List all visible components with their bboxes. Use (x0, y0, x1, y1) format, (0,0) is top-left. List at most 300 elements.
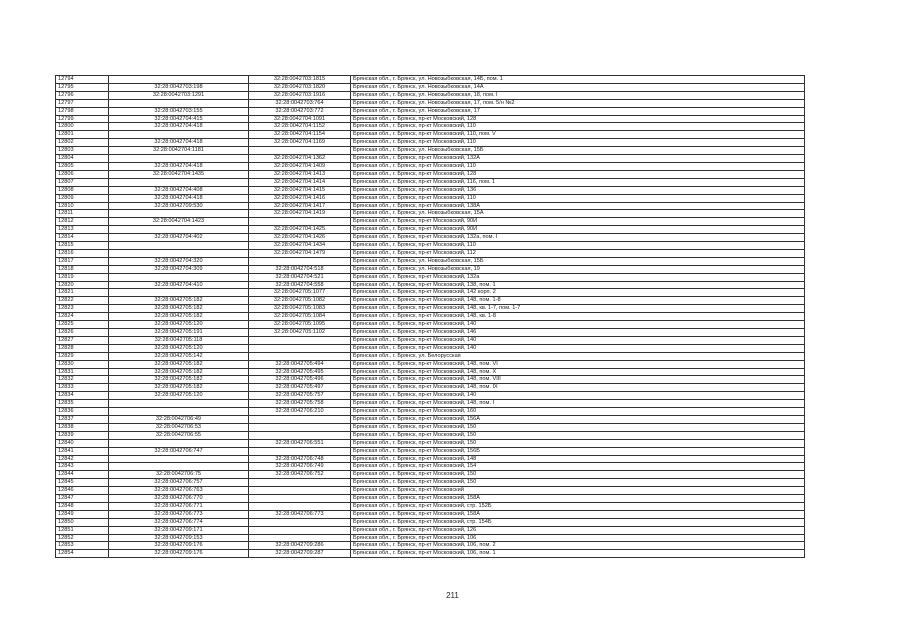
table-row (56, 471, 805, 479)
cell-address: Брянская обл., г. Брянск, пр-кт Московский, 142 корп. 2 (351, 289, 805, 297)
cell-building-cadastral-number (249, 495, 351, 503)
cell-cadastral-number: 32:28:0042704:402 (109, 234, 249, 242)
table-row (56, 495, 805, 503)
cell-building-cadastral-number: 32:28:0042703:1820 (249, 83, 351, 91)
cell-cadastral-number: 32:28:0042705:182 (109, 360, 249, 368)
cell-record-number: 12809 (56, 194, 109, 202)
cell-record-number: 12824 (56, 313, 109, 321)
cell-address: Брянская обл., г. Брянск, пр-кт Московский, 128 (351, 170, 805, 178)
table-row (56, 265, 805, 273)
cell-building-cadastral-number (249, 147, 351, 155)
cell-address: Брянская обл., г. Брянск, пр-кт Московский, 132А (351, 155, 805, 163)
cell-record-number: 12840 (56, 439, 109, 447)
cell-cadastral-number: 32:28:0042706:747 (109, 447, 249, 455)
cell-cadastral-number (109, 439, 249, 447)
page-number: 211 (446, 591, 459, 600)
table-row (56, 329, 805, 337)
cell-address: Брянская обл., г. Брянск, ул. Новозыбковская, 18, пом. I (351, 91, 805, 99)
cell-address: Брянская обл., г. Брянск, пр-кт Московский, 148, кв. 1-7, пом. 1-7 (351, 305, 805, 313)
cell-address: Брянская обл., г. Брянск, пр-кт Московский, 158А (351, 495, 805, 503)
cell-cadastral-number: 32:28:0042703:155 (109, 107, 249, 115)
cell-cadastral-number: 32:28:0042706:771 (109, 502, 249, 510)
cell-record-number: 12837 (56, 415, 109, 423)
cell-address: Брянская обл., г. Брянск, пр-кт Московский, 150 (351, 439, 805, 447)
cell-cadastral-number: 32:28:0042704:1423 (109, 218, 249, 226)
cell-building-cadastral-number: 32:28:0042704:1479 (249, 249, 351, 257)
cell-record-number: 12820 (56, 281, 109, 289)
cell-address: Брянская обл., г. Брянск, пр-кт Московский, 106, пом. 2 (351, 542, 805, 550)
cell-address: Брянская обл., г. Брянск, пр-кт Московский, 90И (351, 226, 805, 234)
cell-address: Брянская обл., г. Брянск, пр-кт Московский, 150 (351, 423, 805, 431)
cell-cadastral-number: 32:28:0042705:182 (109, 297, 249, 305)
table-row (56, 289, 805, 297)
cell-record-number: 12846 (56, 487, 109, 495)
cell-cadastral-number: 32:28:0042704:408 (109, 186, 249, 194)
cell-record-number: 12799 (56, 115, 109, 123)
table-row (56, 257, 805, 265)
cell-record-number: 12804 (56, 155, 109, 163)
cell-cadastral-number: 32:28:0042705:120 (109, 344, 249, 352)
cell-cadastral-number (109, 463, 249, 471)
cell-cadastral-number: 32:28:0042704:1181 (109, 147, 249, 155)
cell-address: Брянская обл., г. Брянск, ул. Белорусская (351, 352, 805, 360)
table-row (56, 115, 805, 123)
cell-cadastral-number: 32:28:0042709:153 (109, 534, 249, 542)
table-row (56, 170, 805, 178)
table-row (56, 297, 805, 305)
cell-record-number: 12843 (56, 463, 109, 471)
cell-building-cadastral-number: 32:28:0042705:496 (249, 376, 351, 384)
cell-address: Брянская обл., г. Брянск, пр-кт Московский, 146 (351, 329, 805, 337)
cell-building-cadastral-number: 32:28:0042706:551 (249, 439, 351, 447)
cell-address: Брянская обл., г. Брянск, пр-кт Московский, 132а, пом. I (351, 234, 805, 242)
table-row (56, 76, 805, 84)
cell-cadastral-number: 32:28:0042705:120 (109, 321, 249, 329)
cell-cadastral-number: 32:28:0042706:770 (109, 495, 249, 503)
cell-cadastral-number (109, 76, 249, 84)
table-row (56, 502, 805, 510)
cell-address: Брянская обл., г. Брянск, пр-кт Московский (351, 487, 805, 495)
cell-address: Брянская обл., г. Брянск, пр-кт Московский, 150 (351, 479, 805, 487)
cell-address: Брянская обл., г. Брянск, пр-кт Московский, 138, пом. 1 (351, 281, 805, 289)
cell-building-cadastral-number (249, 352, 351, 360)
cell-cadastral-number: 32:28:0042709:530 (109, 202, 249, 210)
cell-record-number: 12853 (56, 542, 109, 550)
table-row (56, 542, 805, 550)
cell-building-cadastral-number: 32:28:0042704:1434 (249, 242, 351, 250)
cell-address: Брянская обл., г. Брянск, ул. Новозыбковская, 19 (351, 265, 805, 273)
cell-record-number: 12800 (56, 123, 109, 131)
cell-address: Брянская обл., г. Брянск, пр-кт Московский, 106 (351, 534, 805, 542)
table-row (56, 281, 805, 289)
cell-address: Брянская обл., г. Брянск, пр-кт Московский, 136 (351, 186, 805, 194)
table-row (56, 210, 805, 218)
cell-record-number: 12845 (56, 479, 109, 487)
cell-record-number: 12833 (56, 384, 109, 392)
table-row (56, 439, 805, 447)
cell-building-cadastral-number (249, 502, 351, 510)
cell-address: Брянская обл., г. Брянск, пр-кт Московский, 154 (351, 463, 805, 471)
cell-cadastral-number (109, 242, 249, 250)
table-row (56, 99, 805, 107)
cell-record-number: 12834 (56, 392, 109, 400)
cell-record-number: 12811 (56, 210, 109, 218)
cell-address: Брянская обл., г. Брянск, пр-кт Московский, 148, кв. 1-8 (351, 313, 805, 321)
table-row (56, 479, 805, 487)
table-row (56, 155, 805, 163)
cell-building-cadastral-number: 32:28:0042704:1152 (249, 123, 351, 131)
cell-building-cadastral-number (249, 336, 351, 344)
table-row (56, 273, 805, 281)
cell-address: Брянская обл., г. Брянск, пр-кт Московский, стр. 152Б (351, 502, 805, 510)
cell-cadastral-number (109, 226, 249, 234)
register-table (55, 75, 805, 558)
cell-address: Брянская обл., г. Брянск, ул. Новозыбковская, 17 (351, 107, 805, 115)
table-row (56, 518, 805, 526)
cell-address: Брянская обл., г. Брянск, пр-кт Московский, 90И (351, 218, 805, 226)
cell-cadastral-number (109, 99, 249, 107)
cell-building-cadastral-number: 32:28:0042704:1417 (249, 202, 351, 210)
cell-building-cadastral-number: 32:28:0042704:1362 (249, 155, 351, 163)
cell-cadastral-number: 32:28:0042704:418 (109, 194, 249, 202)
cell-record-number: 12841 (56, 447, 109, 455)
cell-address: Брянская обл., г. Брянск, пр-кт Московский, 106, пом. 1 (351, 550, 805, 558)
cell-cadastral-number: 32:28:0042709:176 (109, 550, 249, 558)
table-row (56, 360, 805, 368)
cell-address: Брянская обл., г. Брянск, пр-кт Московский, 156Б (351, 447, 805, 455)
cell-address: Брянская обл., г. Брянск, пр-кт Московский, 148, пом. 1-8 (351, 297, 805, 305)
cell-record-number: 12813 (56, 226, 109, 234)
cell-cadastral-number: 32:28:0042706:763 (109, 487, 249, 495)
cell-record-number: 12821 (56, 289, 109, 297)
cell-record-number: 12810 (56, 202, 109, 210)
table-row (56, 131, 805, 139)
cell-record-number: 12794 (56, 76, 109, 84)
cell-record-number: 12823 (56, 305, 109, 313)
cell-building-cadastral-number: 32:28:0042705:495 (249, 368, 351, 376)
cell-building-cadastral-number: 32:28:0042706:752 (249, 471, 351, 479)
cell-building-cadastral-number: 32:28:0042704:518 (249, 265, 351, 273)
cell-building-cadastral-number: 32:28:0042703:772 (249, 107, 351, 115)
cell-address: Брянская обл., г. Брянск, пр-кт Московский, 160 (351, 408, 805, 416)
cell-record-number: 12847 (56, 495, 109, 503)
table-row (56, 202, 805, 210)
cell-record-number: 12805 (56, 162, 109, 170)
cell-cadastral-number: 32:28:0042709:176 (109, 542, 249, 550)
cell-cadastral-number: 32:28:0042703:1291 (109, 91, 249, 99)
cell-record-number: 12795 (56, 83, 109, 91)
table-row (56, 447, 805, 455)
table-row (56, 408, 805, 416)
cell-record-number: 12815 (56, 242, 109, 250)
cell-record-number: 12796 (56, 91, 109, 99)
table-row (56, 487, 805, 495)
table-row (56, 352, 805, 360)
cell-record-number: 12826 (56, 329, 109, 337)
table-row (56, 178, 805, 186)
cell-building-cadastral-number: 32:28:0042704:1425 (249, 226, 351, 234)
cell-address: Брянская обл., г. Брянск, пр-кт Московский, 112 (351, 249, 805, 257)
cell-record-number: 12838 (56, 423, 109, 431)
table-row (56, 463, 805, 471)
cell-address: Брянская обл., г. Брянск, пр-кт Московский, 110 (351, 242, 805, 250)
cell-cadastral-number: 32:28:0042705:182 (109, 305, 249, 313)
table-row (56, 305, 805, 313)
cell-building-cadastral-number: 32:28:0042704:558 (249, 281, 351, 289)
cell-cadastral-number: 32:28:0042706:53 (109, 423, 249, 431)
cell-address: Брянская обл., г. Брянск, пр-кт Московский, 140 (351, 344, 805, 352)
cell-cadastral-number (109, 178, 249, 186)
table-row (56, 123, 805, 131)
cell-record-number: 12842 (56, 455, 109, 463)
cell-address: Брянская обл., г. Брянск, ул. Новозыбковская, 15Б (351, 257, 805, 265)
cell-record-number: 12806 (56, 170, 109, 178)
table-row (56, 534, 805, 542)
cell-cadastral-number (109, 408, 249, 416)
cell-cadastral-number: 32:28:0042709:171 (109, 526, 249, 534)
cell-building-cadastral-number: 32:28:0042709:286 (249, 542, 351, 550)
table-row (56, 431, 805, 439)
cell-cadastral-number: 32:28:0042706:757 (109, 479, 249, 487)
cell-record-number: 12827 (56, 336, 109, 344)
cell-building-cadastral-number: 32:28:0042706:773 (249, 510, 351, 518)
cell-building-cadastral-number (249, 423, 351, 431)
cell-address: Брянская обл., г. Брянск, ул. Новозыбковская, 14А (351, 83, 805, 91)
cell-building-cadastral-number (249, 257, 351, 265)
cell-address: Брянская обл., г. Брянск, ул. Новозыбковская, 15Б (351, 147, 805, 155)
cell-address: Брянская обл., г. Брянск, пр-кт Московский, 148 (351, 455, 805, 463)
cell-record-number: 12835 (56, 400, 109, 408)
cell-building-cadastral-number (249, 218, 351, 226)
cell-cadastral-number: 32:28:0042705:182 (109, 376, 249, 384)
cell-building-cadastral-number (249, 526, 351, 534)
table-row (56, 249, 805, 257)
cell-record-number: 12854 (56, 550, 109, 558)
cell-cadastral-number: 32:28:0042704:418 (109, 162, 249, 170)
register-table-body (56, 76, 805, 558)
cell-building-cadastral-number: 32:28:0042703:764 (249, 99, 351, 107)
table-row (56, 83, 805, 91)
table-row (56, 384, 805, 392)
cell-record-number: 12801 (56, 131, 109, 139)
cell-cadastral-number: 32:28:0042705:120 (109, 392, 249, 400)
cell-building-cadastral-number: 32:28:0042705:757 (249, 392, 351, 400)
cell-record-number: 12822 (56, 297, 109, 305)
cell-record-number: 12798 (56, 107, 109, 115)
cell-cadastral-number: 32:28:0042704:415 (109, 115, 249, 123)
cell-record-number: 12797 (56, 99, 109, 107)
cell-building-cadastral-number (249, 415, 351, 423)
cell-record-number: 12816 (56, 249, 109, 257)
table-row (56, 400, 805, 408)
cell-address: Брянская обл., г. Брянск, пр-кт Московский, 148, пом. X (351, 368, 805, 376)
cell-building-cadastral-number: 32:28:0042704:1409 (249, 162, 351, 170)
cell-address: Брянская обл., г. Брянск, пр-кт Московский, 140 (351, 321, 805, 329)
cell-building-cadastral-number: 32:28:0042705:494 (249, 360, 351, 368)
cell-building-cadastral-number: 32:28:0042703:1815 (249, 76, 351, 84)
cell-record-number: 12814 (56, 234, 109, 242)
cell-record-number: 12803 (56, 147, 109, 155)
cell-address: Брянская обл., г. Брянск, пр-кт Московский, 110 (351, 139, 805, 147)
cell-record-number: 12832 (56, 376, 109, 384)
cell-building-cadastral-number: 32:28:0042704:1426 (249, 234, 351, 242)
cell-cadastral-number: 32:28:0042705:118 (109, 336, 249, 344)
cell-building-cadastral-number: 32:28:0042704:1419 (249, 210, 351, 218)
cell-address: Брянская обл., г. Брянск, пр-кт Московский, 138А (351, 202, 805, 210)
cell-building-cadastral-number (249, 487, 351, 495)
cell-building-cadastral-number: 32:28:0042706:748 (249, 455, 351, 463)
cell-building-cadastral-number: 32:28:0042705:1083 (249, 305, 351, 313)
cell-address: Брянская обл., г. Брянск, пр-кт Московский, 156А (351, 415, 805, 423)
cell-record-number: 12831 (56, 368, 109, 376)
table-row (56, 242, 805, 250)
cell-record-number: 12808 (56, 186, 109, 194)
cell-address: Брянская обл., г. Брянск, пр-кт Московский, 150 (351, 471, 805, 479)
cell-record-number: 12807 (56, 178, 109, 186)
cell-address: Брянская обл., г. Брянск, пр-кт Московский, 110 (351, 123, 805, 131)
cell-record-number: 12802 (56, 139, 109, 147)
cell-record-number: 12825 (56, 321, 109, 329)
cell-address: Брянская обл., г. Брянск, пр-кт Московский, стр. 154Б (351, 518, 805, 526)
cell-building-cadastral-number: 32:28:0042705:1084 (249, 313, 351, 321)
cell-record-number: 12812 (56, 218, 109, 226)
cell-cadastral-number (109, 249, 249, 257)
cell-cadastral-number (109, 455, 249, 463)
table-row (56, 415, 805, 423)
cell-address: Брянская обл., г. Брянск, пр-кт Московский, 126 (351, 526, 805, 534)
cell-building-cadastral-number (249, 534, 351, 542)
table-row (56, 392, 805, 400)
cell-cadastral-number (109, 400, 249, 408)
cell-building-cadastral-number: 32:28:0042704:1154 (249, 131, 351, 139)
table-row (56, 139, 805, 147)
cell-record-number: 12850 (56, 518, 109, 526)
cell-cadastral-number: 32:28:0042705:182 (109, 368, 249, 376)
table-row (56, 91, 805, 99)
table-row (56, 455, 805, 463)
cell-record-number: 12844 (56, 471, 109, 479)
register-table-container (55, 75, 798, 558)
cell-address: Брянская обл., г. Брянск, ул. Новозыбковская, 15А (351, 210, 805, 218)
cell-building-cadastral-number: 32:28:0042704:1416 (249, 194, 351, 202)
cell-address: Брянская обл., г. Брянск, ул. Новозыбковская, 17, пом. 5/н №2 (351, 99, 805, 107)
table-row (56, 186, 805, 194)
cell-address: Брянская обл., г. Брянск, ул. Новозыбковская, 14Б, пом. 1 (351, 76, 805, 84)
table-row (56, 107, 805, 115)
table-row (56, 368, 805, 376)
cell-building-cadastral-number: 32:28:0042705:1082 (249, 297, 351, 305)
table-row (56, 226, 805, 234)
cell-cadastral-number (109, 131, 249, 139)
cell-building-cadastral-number: 32:28:0042706:210 (249, 408, 351, 416)
cell-address: Брянская обл., г. Брянск, пр-кт Московский, 150 (351, 431, 805, 439)
cell-building-cadastral-number: 32:28:0042705:1095 (249, 321, 351, 329)
cell-building-cadastral-number: 32:28:0042706:749 (249, 463, 351, 471)
table-row (56, 526, 805, 534)
cell-record-number: 12836 (56, 408, 109, 416)
cell-record-number: 12817 (56, 257, 109, 265)
table-row (56, 147, 805, 155)
cell-cadastral-number: 32:28:0042703:198 (109, 83, 249, 91)
cell-cadastral-number (109, 210, 249, 218)
cell-cadastral-number: 32:28:0042705:182 (109, 384, 249, 392)
cell-cadastral-number: 32:28:0042706:49 (109, 415, 249, 423)
cell-cadastral-number (109, 155, 249, 163)
table-row (56, 234, 805, 242)
cell-record-number: 12828 (56, 344, 109, 352)
cell-building-cadastral-number: 32:28:0042705:1102 (249, 329, 351, 337)
cell-cadastral-number: 32:28:0042706:55 (109, 431, 249, 439)
cell-building-cadastral-number: 32:28:0042704:521 (249, 273, 351, 281)
cell-address: Брянская обл., г. Брянск, пр-кт Московский, 148, пом. VIII (351, 376, 805, 384)
table-row (56, 321, 805, 329)
cell-building-cadastral-number: 32:28:0042704:1091 (249, 115, 351, 123)
cell-building-cadastral-number (249, 518, 351, 526)
cell-address: Брянская обл., г. Брянск, пр-кт Московский, 128 (351, 115, 805, 123)
cell-building-cadastral-number: 32:28:0042704:1415 (249, 186, 351, 194)
cell-building-cadastral-number: 32:28:0042705:497 (249, 384, 351, 392)
cell-building-cadastral-number (249, 431, 351, 439)
cell-cadastral-number: 32:28:0042704:320 (109, 257, 249, 265)
cell-record-number: 12819 (56, 273, 109, 281)
table-row (56, 218, 805, 226)
cell-record-number: 12839 (56, 431, 109, 439)
cell-cadastral-number: 32:28:0042704:1435 (109, 170, 249, 178)
table-row (56, 162, 805, 170)
cell-cadastral-number: 32:28:0042706:774 (109, 518, 249, 526)
cell-cadastral-number (109, 289, 249, 297)
cell-cadastral-number: 32:28:0042704:309 (109, 265, 249, 273)
cell-record-number: 12851 (56, 526, 109, 534)
cell-address: Брянская обл., г. Брянск, пр-кт Московский, 132а (351, 273, 805, 281)
cell-address: Брянская обл., г. Брянск, пр-кт Московский, 148, пом. VI (351, 360, 805, 368)
cell-building-cadastral-number: 32:28:0042705:758 (249, 400, 351, 408)
cell-building-cadastral-number (249, 344, 351, 352)
cell-building-cadastral-number: 32:28:0042704:1169 (249, 139, 351, 147)
cell-building-cadastral-number: 32:28:0042703:1916 (249, 91, 351, 99)
cell-record-number: 12849 (56, 510, 109, 518)
table-row (56, 336, 805, 344)
cell-cadastral-number: 32:28:0042704:418 (109, 139, 249, 147)
cell-address: Брянская обл., г. Брянск, пр-кт Московский, 116, пом. 1 (351, 178, 805, 186)
cell-address: Брянская обл., г. Брянск, пр-кт Московский, 148, пом. I (351, 400, 805, 408)
cell-building-cadastral-number (249, 479, 351, 487)
cell-record-number: 12829 (56, 352, 109, 360)
table-row (56, 550, 805, 558)
cell-cadastral-number: 32:28:0042706:75 (109, 471, 249, 479)
cell-cadastral-number: 32:28:0042704:418 (109, 123, 249, 131)
cell-building-cadastral-number (249, 447, 351, 455)
cell-record-number: 12818 (56, 265, 109, 273)
cell-building-cadastral-number: 32:28:0042705:1077 (249, 289, 351, 297)
cell-address: Брянская обл., г. Брянск, пр-кт Московский, 110 (351, 194, 805, 202)
table-row (56, 344, 805, 352)
cell-building-cadastral-number: 32:28:0042704:1414 (249, 178, 351, 186)
table-row (56, 194, 805, 202)
cell-record-number: 12852 (56, 534, 109, 542)
cell-cadastral-number: 32:28:0042705:142 (109, 352, 249, 360)
cell-record-number: 12848 (56, 502, 109, 510)
cell-record-number: 12830 (56, 360, 109, 368)
cell-cadastral-number: 32:28:0042706:773 (109, 510, 249, 518)
cell-cadastral-number: 32:28:0042705:191 (109, 329, 249, 337)
table-row (56, 510, 805, 518)
cell-cadastral-number: 32:28:0042704:410 (109, 281, 249, 289)
cell-cadastral-number (109, 273, 249, 281)
table-row (56, 376, 805, 384)
cell-address: Брянская обл., г. Брянск, пр-кт Московский, 140 (351, 392, 805, 400)
table-row (56, 313, 805, 321)
